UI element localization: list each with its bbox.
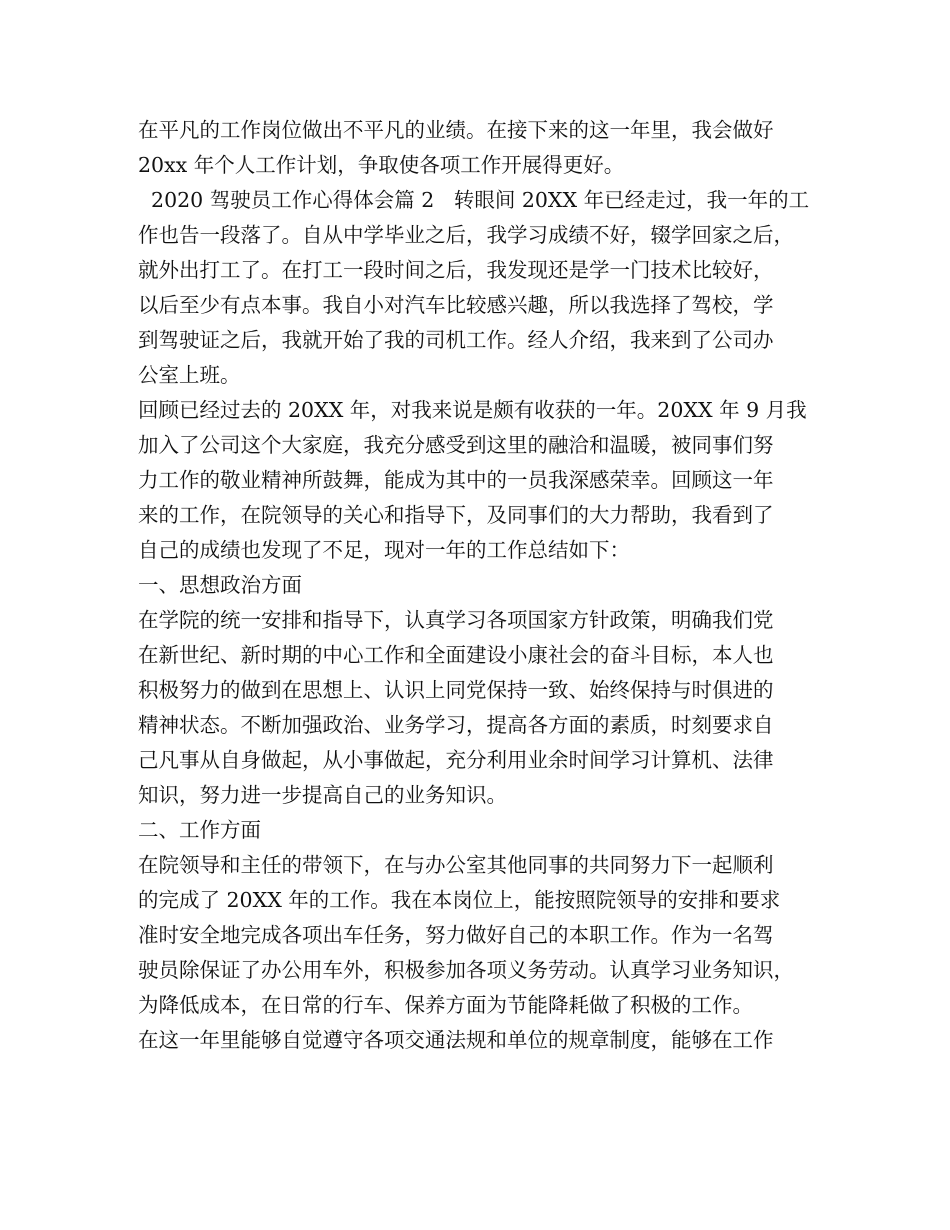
text-line: 驶员除保证了办公用车外，积极参加各项义务劳动。认真学习业务知识， (138, 958, 794, 982)
section-heading-line: 2020 驾驶员工作心得体会篇 2 转眼间 20XX 年已经走过，我一年的工 (138, 188, 810, 212)
text-line: 加入了公司这个大家庭，我充分感受到这里的融洽和温暖，被同事们努 (138, 433, 774, 457)
text-line: 在这一年里能够自觉遵守各项交通法规和单位的规章制度，能够在工作 (138, 1028, 774, 1052)
text-line: 以后至少有点本事。我自小对汽车比较感兴趣，所以我选择了驾校，学 (138, 293, 774, 317)
text-line: 在平凡的工作岗位做出不平凡的业绩。在接下来的这一年里，我会做好 (138, 118, 774, 142)
text-line: 在院领导和主任的带领下，在与办公室其他同事的共同努力下一起顺利 (138, 853, 774, 877)
text-line: 到驾驶证之后，我就开始了我的司机工作。经人介绍，我来到了公司办 (138, 328, 774, 352)
text-line: 自己的成绩也发现了不足，现对一年的工作总结如下： (138, 538, 630, 562)
text-line: 20xx 年个人工作计划，争取使各项工作开展得更好。 (138, 153, 625, 177)
text-line: 己凡事从自身做起，从小事做起，充分利用业余时间学习计算机、法律 (138, 748, 774, 772)
text-line: 的完成了 20XX 年的工作。我在本岗位上，能按照院领导的安排和要求 (138, 888, 781, 912)
text-line: 准时安全地完成各项出车任务，努力做好自己的本职工作。作为一名驾 (138, 923, 774, 947)
text-line: 力工作的敬业精神所鼓舞，能成为其中的一员我深感荣幸。回顾这一年 (138, 468, 774, 492)
text-line: 公室上班。 (138, 363, 241, 387)
text-line: 在新世纪、新时期的中心工作和全面建设小康社会的奋斗目标，本人也 (138, 643, 774, 667)
section-heading: 二、工作方面 (138, 818, 261, 842)
text-line: 来的工作，在院领导的关心和指导下，及同事们的大力帮助，我看到了 (138, 503, 774, 527)
section-heading: 一、思想政治方面 (138, 573, 302, 597)
text-line: 精神状态。不断加强政治、业务学习，提高各方面的素质，时刻要求自 (138, 713, 774, 737)
text-line: 积极努力的做到在思想上、认识上同党保持一致、始终保持与时俱进的 (138, 678, 774, 702)
text-line: 为降低成本，在日常的行车、保养方面为节能降耗做了积极的工作。 (138, 993, 753, 1017)
text-line: 就外出打工了。在打工一段时间之后，我发现还是学一门技术比较好， (138, 258, 774, 282)
text-line: 回顾已经过去的 20XX 年，对我来说是颇有收获的一年。20XX 年 9 月我 (138, 398, 807, 422)
text-line: 作也告一段落了。自从中学毕业之后，我学习成绩不好，辍学回家之后， (138, 223, 794, 247)
text-line: 在学院的统一安排和指导下，认真学习各项国家方针政策，明确我们党 (138, 608, 774, 632)
text-line: 知识，努力进一步提高自己的业务知识。 (138, 783, 507, 807)
